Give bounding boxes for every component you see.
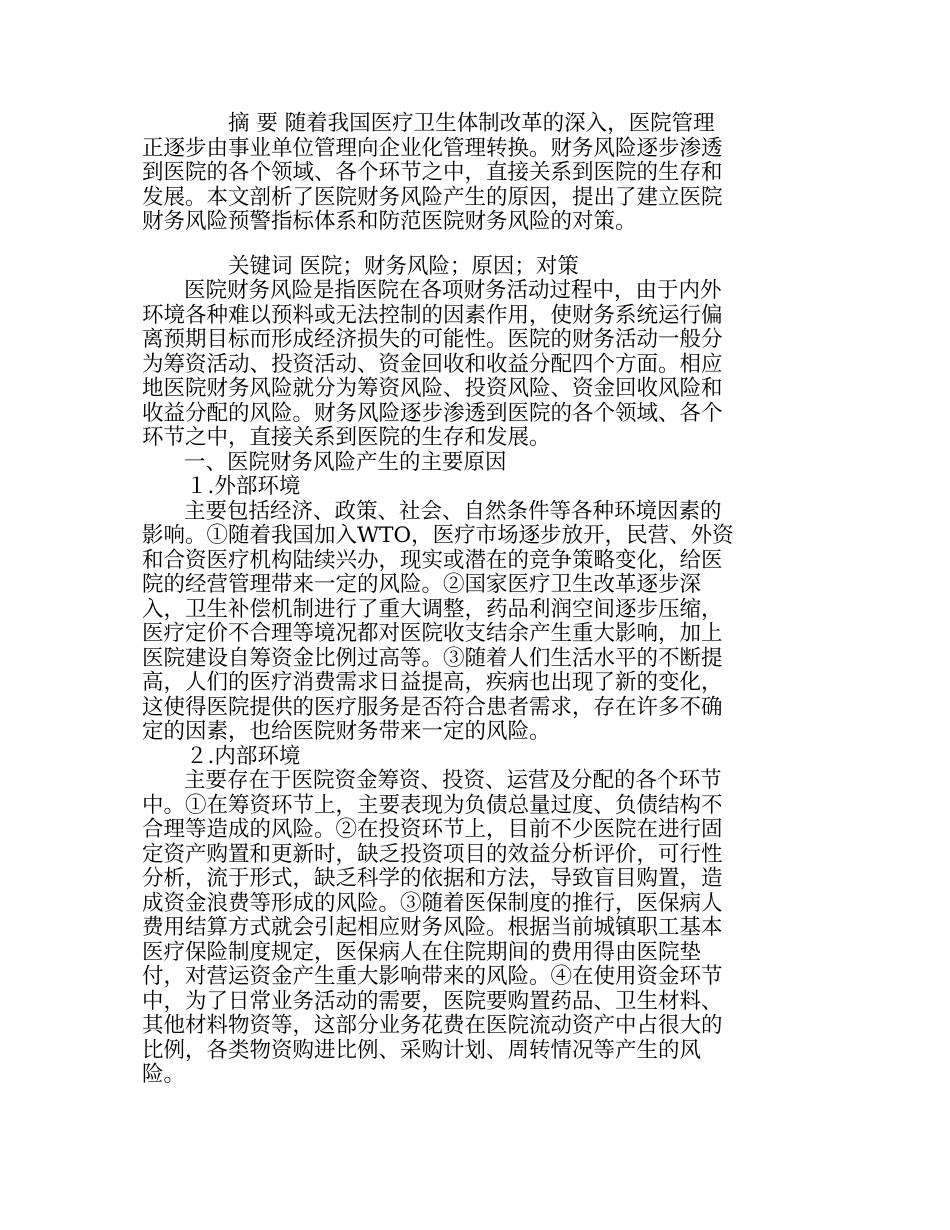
paragraph-line: 环节之中，直接关系到医院的生存和发展。 [142,425,551,450]
paragraph-line: 付，对营运资金产生重大影响带来的风险。④在使用资金环节 [142,964,723,989]
paragraph-line: 中。①在筹资环节上，主要表现为负债总量过度、负债结构不 [142,792,723,818]
paragraph-line: 影响。①随着我国加入WTO，医疗市场逐步放开，民营、外资 [142,523,734,548]
external-environment-paragraph [142,500,732,745]
paragraph-line: 入，卫生补偿机制进行了重大调整，药品利润空间逐步压缩， [142,596,723,622]
paragraph-line: 其他材料物资等，这部分业务花费在医院流动资产中占很大的 [142,1013,723,1038]
paragraph-line: 比例，各类物资购进比例、采购计划、周转情况等产生的风 [142,1037,702,1063]
abstract-line: 到医院的各个领域、各个环节之中，直接关系到医院的生存和 [142,160,723,185]
internal-environment-paragraph [142,769,732,1088]
paragraph-line: 成资金浪费等形成的风险。③随着医保制度的推行，医保病人 [142,890,723,916]
keywords: 关键词 医院；财务风险；原因；对策 [228,253,579,279]
intro-paragraph [142,279,732,451]
paragraph-line: 收益分配的风险。财务风险逐步渗透到医院的各个领域、各个 [142,400,723,426]
abstract-line: 财务风险预警指标体系和防范医院财务风险的对策。 [142,209,637,234]
paragraph-line: 院的经营管理带来一定的风险。②国家医疗卫生改革逐步深 [142,572,702,597]
section-heading: 一、医院财务风险产生的主要原因 [184,449,507,475]
paragraph-line: 定的因素，也给医院财务带来一定的风险。 [142,719,551,744]
abstract [142,112,732,235]
paragraph-line: 地医院财务风险就分为筹资风险、投资风险、资金回收风险和 [142,376,723,401]
paragraph-line: 医院财务风险是指医院在各项财务活动过程中，由于内外 [184,278,722,303]
paragraph-line: 定资产购置和更新时，缺乏投资项目的效益分析评价，可行性 [142,841,723,867]
paragraph-line: 中，为了日常业务活动的需要，医院要购置药品、卫生材料、 [142,988,723,1014]
document-page [142,112,732,1088]
paragraph-line: 这使得医院提供的医疗服务是否符合患者需求，存在许多不确 [142,694,723,720]
paragraph-line: 医疗定价不合理等境况都对医院收支结余产生重大影响，加上 [142,621,723,646]
paragraph-line: 主要包括经济、政策、社会、自然条件等各种环境因素的 [184,498,722,524]
paragraph-line: 和合资医疗机构陆续兴办，现实或潜在的竞争策略变化，给医 [142,547,723,573]
paragraph-line: 离预期目标而形成经济损失的可能性。医院的财务活动一般分 [142,327,723,352]
subsection-heading: １.外部环境 [186,474,301,499]
abstract-line: 摘 要 随着我国医疗卫生体制改革的深入，医院管理 [228,111,715,136]
abstract-line: 正逐步由事业单位管理向企业化管理转换。财务风险逐步渗透 [142,135,723,161]
paragraph-line: 分析，流于形式，缺乏科学的依据和方法，导致盲目购置，造 [142,866,723,891]
paragraph-line: 合理等造成的风险。②在投资环节上，目前不少医院在进行固 [142,817,723,842]
paragraph-line: 医院建设自筹资金比例过高等。③随着人们生活水平的不断提 [142,645,723,671]
subsection-heading: ２.内部环境 [186,743,301,769]
paragraph-line: 费用结算方式就会引起相应财务风险。根据当前城镇职工基本 [142,915,723,940]
paragraph-line: 主要存在于医院资金筹资、投资、运营及分配的各个环节 [184,768,722,793]
paragraph-line: 险。 [142,1062,186,1087]
paragraph-line: 高，人们的医疗消费需求日益提高，疾病也出现了新的变化， [142,670,723,695]
paragraph-line: 环境各种难以预料或无法控制的因素作用，使财务系统运行偏 [142,302,723,328]
paragraph-line: 为筹资活动、投资活动、资金回收和收益分配四个方面。相应 [142,351,723,377]
abstract-line: 发展。本文剖析了医院财务风险产生的原因，提出了建立医院 [142,184,723,210]
paragraph-line: 医疗保险制度规定，医保病人在住院期间的费用得由医院垫 [142,939,702,965]
